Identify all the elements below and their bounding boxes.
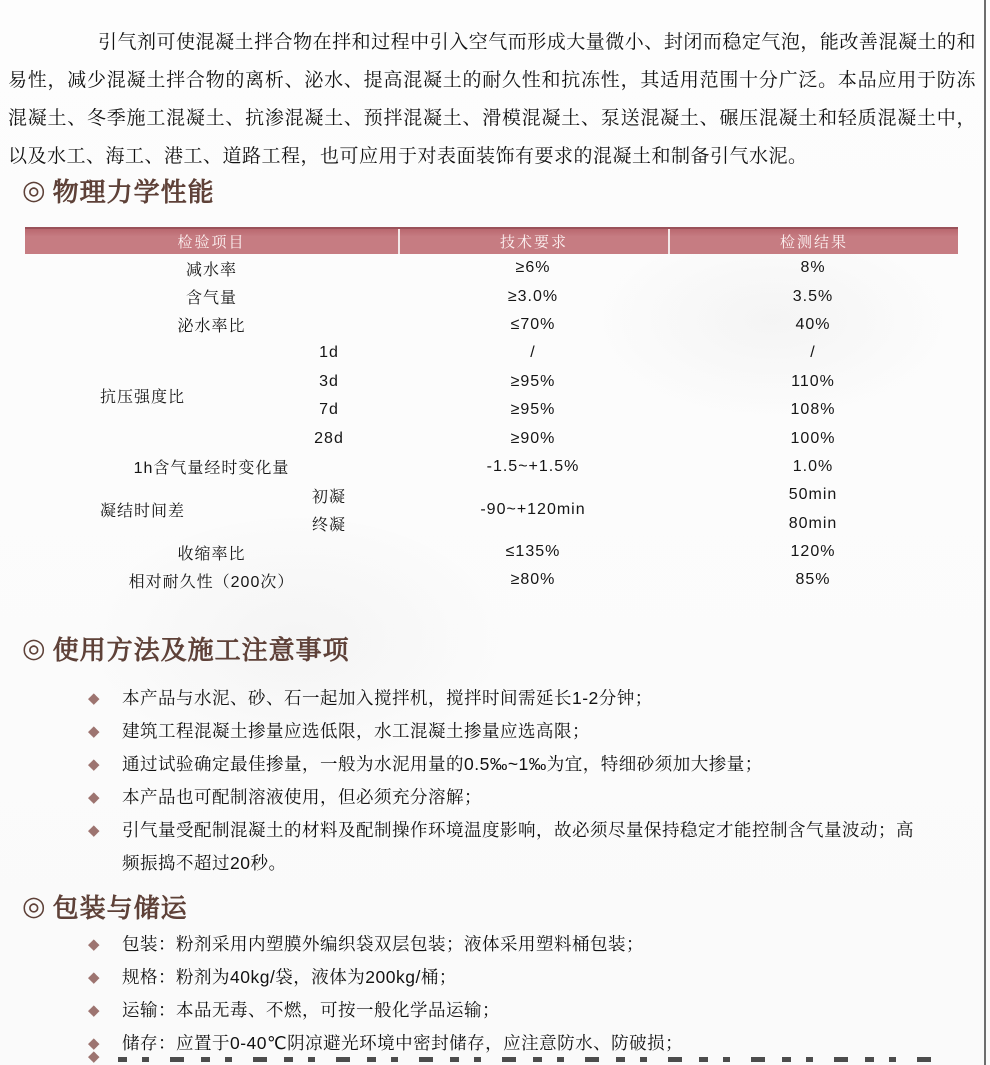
cell-req: ≥80%	[510, 571, 556, 589]
cell-req: ≥95%	[510, 401, 556, 419]
cell-item: 减水率	[185, 261, 237, 279]
cell-result: 110%	[791, 372, 835, 390]
diamond-bullet-icon: ◆	[88, 1035, 100, 1052]
cell-result: 8%	[800, 259, 826, 277]
cell-req: ≥90%	[510, 429, 556, 447]
cell-item: 泌水率比	[177, 318, 246, 336]
table-header-row	[25, 227, 958, 254]
table-group-strength	[25, 339, 958, 453]
list-item	[88, 928, 948, 961]
cell-result: 50min	[788, 486, 838, 504]
cell-item: 含气量	[185, 290, 237, 308]
cell-result: 100%	[790, 429, 836, 447]
list-item-text: 建筑工程混凝土掺量应选低限，水工混凝土掺量应选高限；	[122, 721, 590, 741]
table-row	[25, 566, 958, 594]
diamond-bullet-icon: ◆	[88, 1002, 100, 1019]
list-item	[88, 1027, 948, 1060]
table-body	[25, 254, 958, 595]
cell-item: 收缩率比	[177, 545, 246, 563]
section-marker-icon: ◎	[22, 891, 47, 921]
list-item	[88, 682, 948, 715]
table-row	[25, 453, 958, 481]
list-item-text: 本产品也可配制溶液使用，但必须充分溶解；	[122, 787, 482, 807]
list-item-text: 本产品与水泥、砂、石一起加入搅拌机，搅拌时间需延长1-2分钟；	[122, 688, 653, 708]
cell-item: 1h含气量经时变化量	[133, 460, 290, 478]
cell-req: ≤135%	[505, 543, 561, 561]
list-item-text: 运输：本品无毒、不燃，可按一般化学品运输；	[122, 1000, 500, 1020]
list-item	[88, 781, 948, 814]
diamond-bullet-icon: ◆	[88, 1048, 100, 1065]
list-item-text: 规格：粉剂为40kg/袋，液体为200kg/桶；	[122, 967, 457, 987]
section-heading-physical	[22, 172, 215, 209]
usage-bullet-list	[88, 682, 948, 880]
table-row	[25, 538, 958, 566]
cell-result: 108%	[790, 401, 836, 419]
cell-result: 3.5%	[792, 287, 834, 305]
group-label: 抗压强度比	[99, 389, 185, 407]
cell-result: 1.0%	[792, 457, 834, 475]
cell-result: 80min	[788, 514, 838, 532]
column-header-item: 检验项目	[177, 234, 246, 251]
cell-req: /	[530, 344, 536, 362]
cell-req: ≤70%	[510, 315, 556, 333]
performance-table	[25, 227, 958, 595]
intro-paragraph: 引气剂可使混凝土拌合物在拌和过程中引入空气而形成大量微小、封闭而稳定气泡，能改善混凝土的和易性，减少混凝土拌合物的离析、泌水、提高混凝土的耐久性和抗冻性，其适用范围十分广泛。本品应用于防冻混凝土、冬季施工混凝土、抗渗混凝土、预拌混凝土、滑模混凝土、泵送混凝土、碾压混凝土和轻质混凝土中，以及水工、海工、港工、道路工程，也可应用于对表面装饰有要求的混凝土和制备引气水泥。	[8, 32, 976, 167]
section-heading-usage	[22, 630, 350, 667]
section-title: 使用方法及施工注意事项	[52, 635, 350, 665]
clipped-text-tops	[118, 1057, 933, 1062]
diamond-bullet-icon: ◆	[88, 789, 100, 806]
scan-edge-line	[984, 0, 986, 1065]
cell-req: -90~+120min	[480, 500, 586, 518]
sub-label: 终凝	[311, 517, 346, 535]
cell-req: ≥3.0%	[507, 287, 559, 305]
truncated-bottom-line	[88, 1048, 943, 1065]
section-title: 包装与储运	[52, 893, 188, 923]
section-title: 物理力学性能	[52, 177, 215, 207]
cell-result: 85%	[795, 571, 831, 589]
list-item	[88, 748, 948, 781]
column-header-req: 技术要求	[398, 229, 668, 254]
diamond-bullet-icon: ◆	[88, 936, 100, 953]
cell-req: ≥6%	[515, 259, 551, 277]
list-item-text: 包装：粉剂采用内塑膜外编织袋双层包装；液体采用塑料桶包装；	[122, 934, 644, 954]
diamond-bullet-icon: ◆	[88, 756, 100, 773]
table-row	[25, 282, 958, 310]
table-row	[25, 254, 958, 282]
cell-result: 120%	[790, 543, 836, 561]
diamond-bullet-icon: ◆	[88, 822, 100, 839]
cell-result: 40%	[795, 315, 831, 333]
list-item	[88, 814, 948, 880]
sub-label: 7d	[319, 401, 339, 419]
diamond-bullet-icon: ◆	[88, 969, 100, 986]
cell-req: -1.5~+1.5%	[486, 457, 580, 475]
section-marker-icon: ◎	[22, 175, 47, 205]
diamond-bullet-icon: ◆	[88, 690, 100, 707]
packaging-bullet-list	[88, 928, 948, 1060]
sub-label: 初凝	[311, 488, 346, 506]
list-item-text: 引气量受配制混凝土的材料及配制操作环境温度影响，故必须尽量保持稳定才能控制含气量波动；高频振捣不超过20秒。	[122, 820, 914, 873]
list-item-text: 储存：应置于0-40℃阴凉避光环境中密封储存，应注意防水、防破损；	[122, 1033, 684, 1053]
cell-req: ≥95%	[510, 372, 556, 390]
cell-result: /	[810, 344, 816, 362]
sub-label: 28d	[314, 429, 344, 447]
list-item-text: 通过试验确定最佳掺量，一般为水泥用量的0.5‰~1‰为宜，特细砂须加大掺量；	[122, 754, 763, 774]
table-row	[25, 311, 958, 339]
section-marker-icon: ◎	[22, 633, 47, 663]
list-item	[88, 994, 948, 1027]
cell-item: 相对耐久性（200次）	[128, 573, 295, 591]
table-group-setting	[25, 481, 958, 538]
section-heading-packaging	[22, 888, 188, 925]
sub-label: 1d	[319, 344, 339, 362]
column-header-result: 检测结果	[668, 229, 958, 254]
diamond-bullet-icon: ◆	[88, 723, 100, 740]
list-item	[88, 961, 948, 994]
list-item	[88, 715, 948, 748]
sub-label: 3d	[319, 372, 339, 390]
group-label: 凝结时间差	[99, 503, 185, 521]
